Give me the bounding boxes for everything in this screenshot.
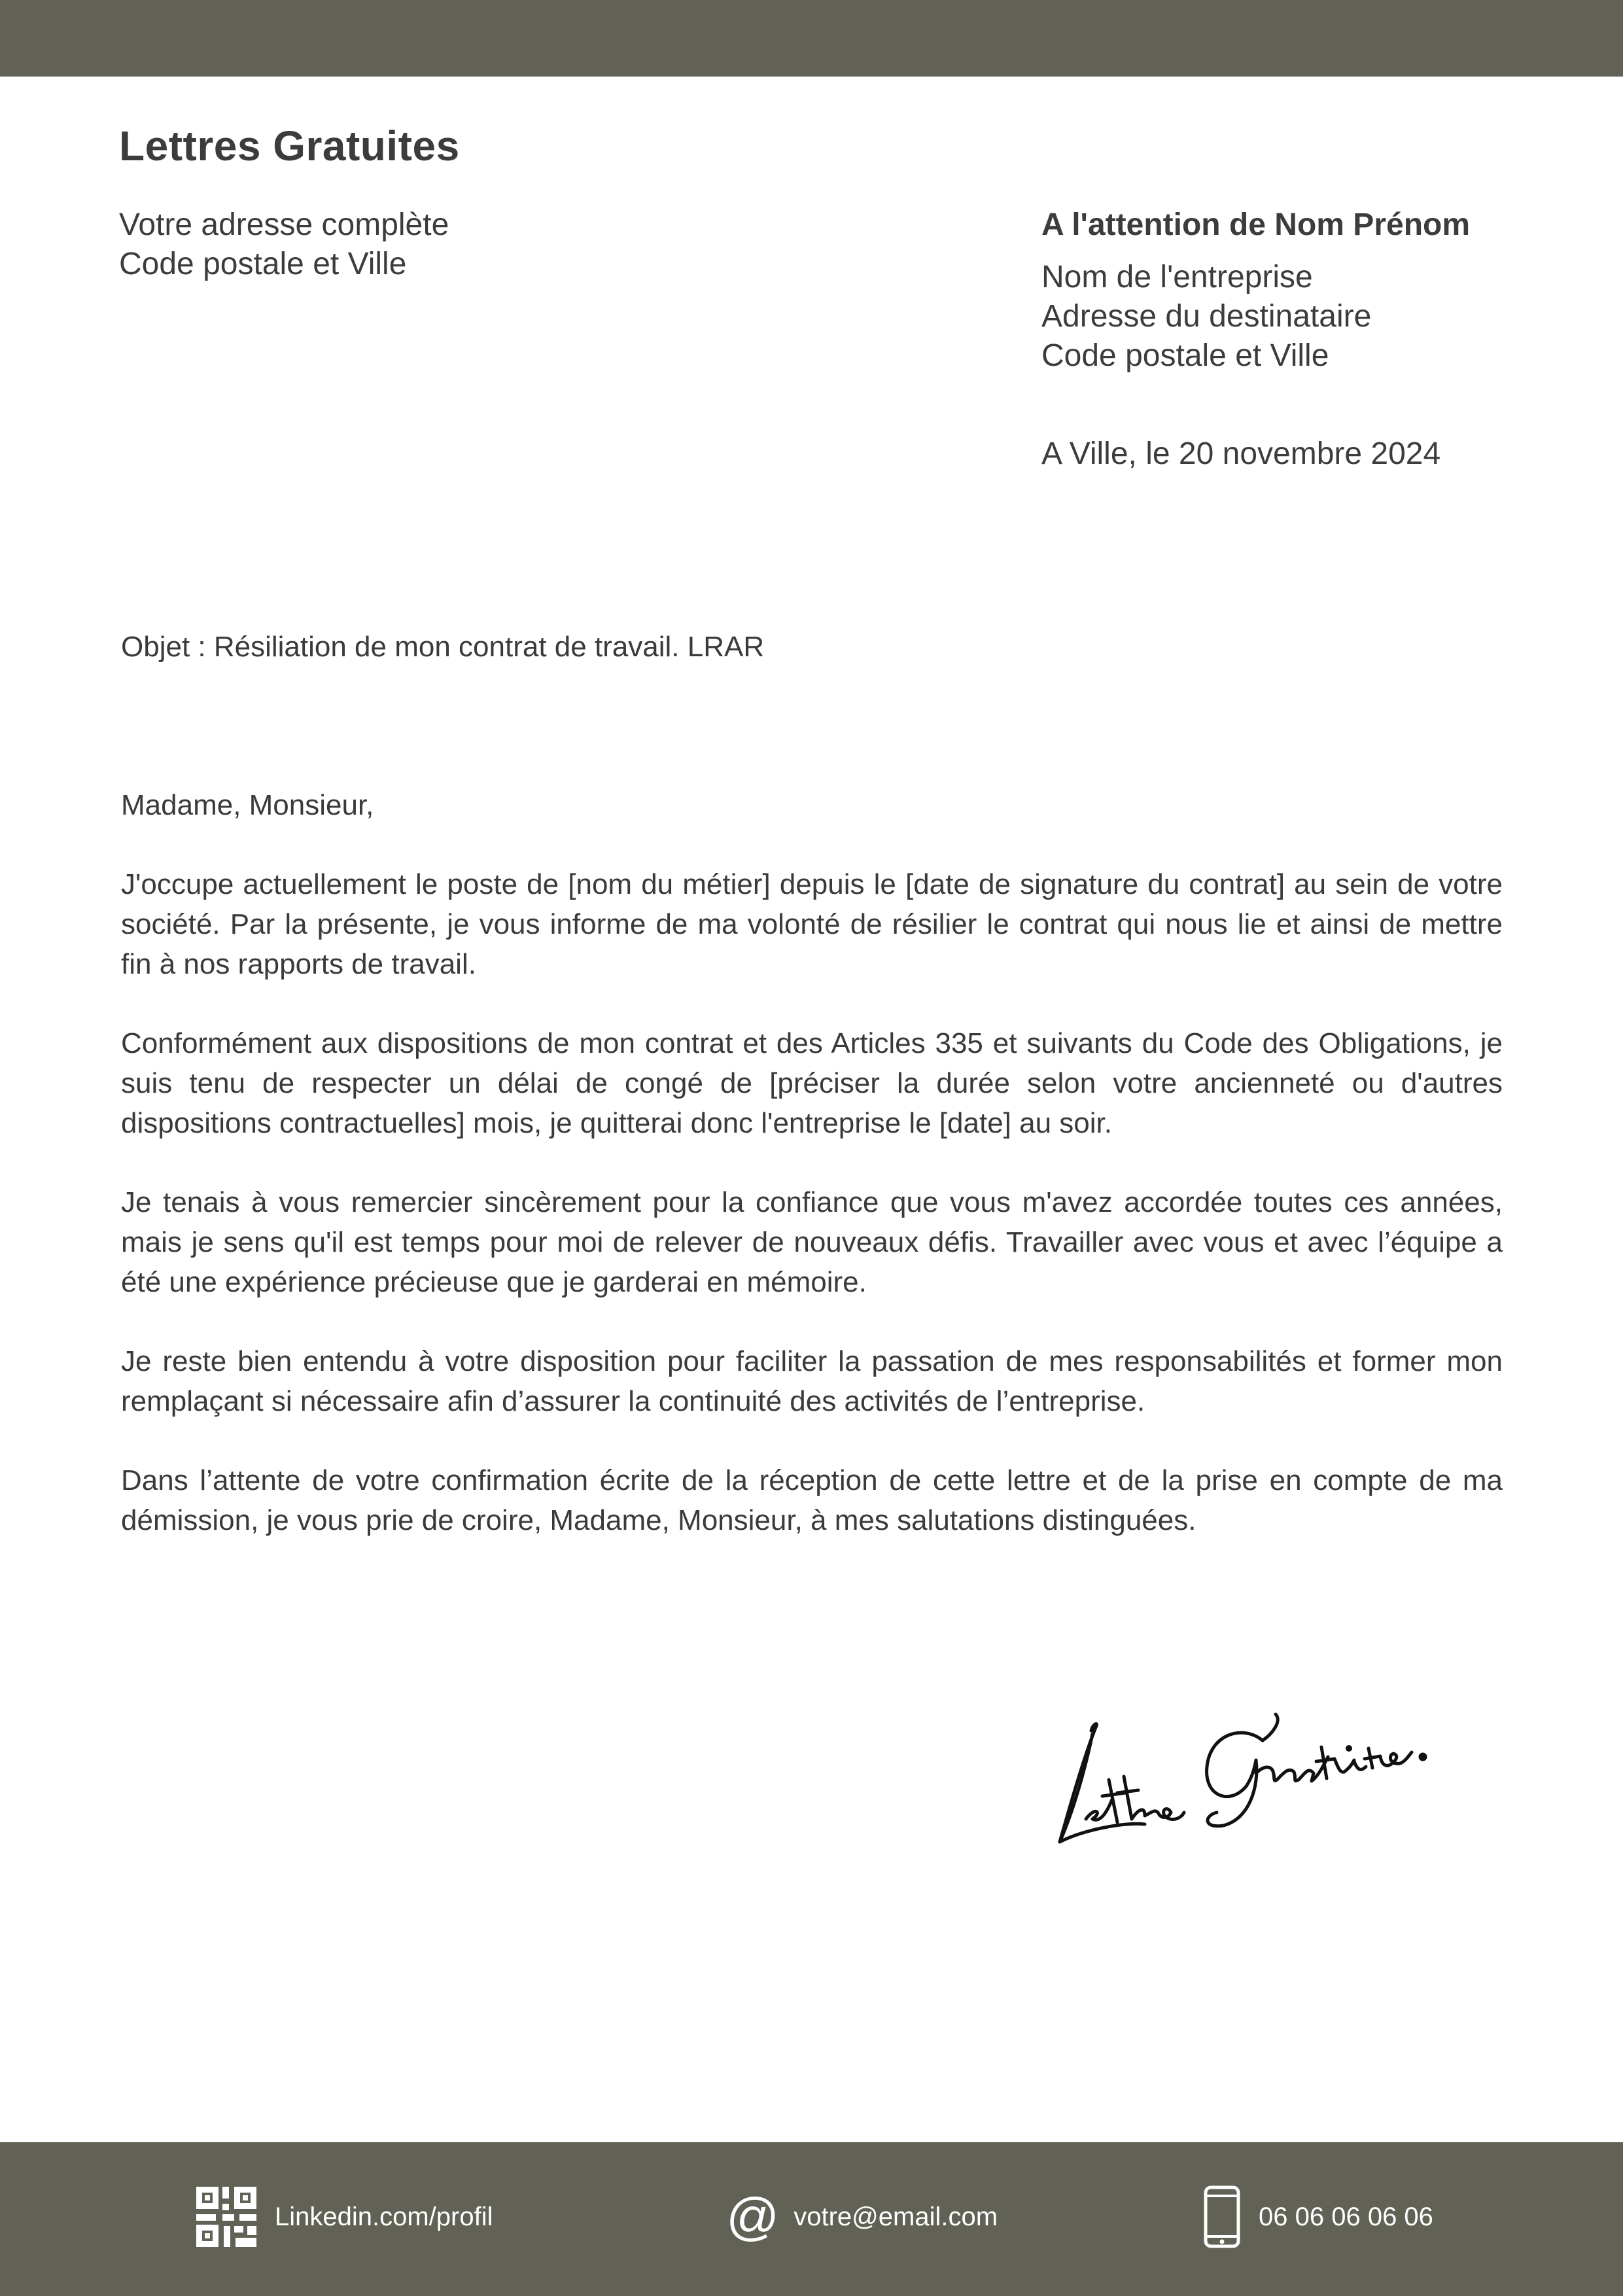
header-band [0,0,1623,77]
letter-paragraph-4: Je reste bien entendu à votre disposition pour faciliter la passation de mes responsabilités et former mon remplaçant si nécessaire afin d’assurer la continuité des activités de l’entreprise. [121,1345,1503,1417]
recipient-city: Code postale et Ville [1041,338,1329,373]
recipient-address: Adresse du destinataire [1041,299,1372,334]
sender-line-2: Code postale et Ville [119,247,407,281]
signature-text: Lettres Gratuites. [1243,1855,1248,1856]
recipient-attention: A l'attention de Nom Prénom [1041,207,1471,242]
letter-body [121,785,1503,1580]
letter-paragraph-2: Conformément aux dispositions de mon contrat et des Articles 335 et suivants du Code des Obligations, je suis tenu de respecter un délai de congé de [préciser la durée selon votre ancienneté ou d'autres dispositions contractuelles] mois, je quitterai donc l'entreprise le [date] au soir. [121,1027,1503,1139]
sender-address [119,205,449,284]
at-icon: @ [726,2187,780,2246]
phone-icon [1204,2185,1240,2248]
letter-subject: Objet : Résiliation de mon contrat de travail. LRAR [121,631,765,663]
brand-title: Lettres Gratuites [119,122,460,169]
letter-paragraph-5: Dans l’attente de votre confirmation écrite de la réception de cette lettre et de la prise en compte de ma démission, je vous prie de croire, Madame, Monsieur, à mes salutations distinguées. [121,1464,1503,1536]
footer-email[interactable] [726,2184,998,2250]
phone-number[interactable]: 06 06 06 06 06 [1259,2202,1433,2231]
linkedin-link[interactable]: Linkedin.com/profil [275,2202,493,2231]
qr-code-icon [196,2187,256,2247]
letter-salutation: Madame, Monsieur, [121,789,374,821]
letter-paragraph-1: J'occupe actuellement le poste de [nom du métier] depuis le [date de signature du contrat] au sein de votre société. Par la présente, je vous informe de ma volonté de résilier le contrat qui nous lie et ainsi de mettre fin à nos rapports de travail. [121,868,1503,980]
footer-phone[interactable] [1204,2184,1433,2250]
footer-linkedin[interactable] [196,2184,493,2250]
sender-line-1: Votre adresse complète [119,207,449,242]
handwritten-signature [1047,1688,1439,1858]
email-link[interactable]: votre@email.com [794,2202,998,2231]
letter-paragraph-3: Je tenais à vous remercier sincèrement pour la confiance que vous m'avez accordée toutes ces années, mais je sens qu'il est temps pour moi de relever de nouveaux défis. Travailler avec vous et avec l’équipe a été une expérience précieuse que je garderai en mémoire. [121,1186,1503,1298]
recipient-block [1041,205,1470,376]
recipient-company: Nom de l'entreprise [1041,260,1313,294]
letter-date: A Ville, le 20 novembre 2024 [1041,436,1441,471]
